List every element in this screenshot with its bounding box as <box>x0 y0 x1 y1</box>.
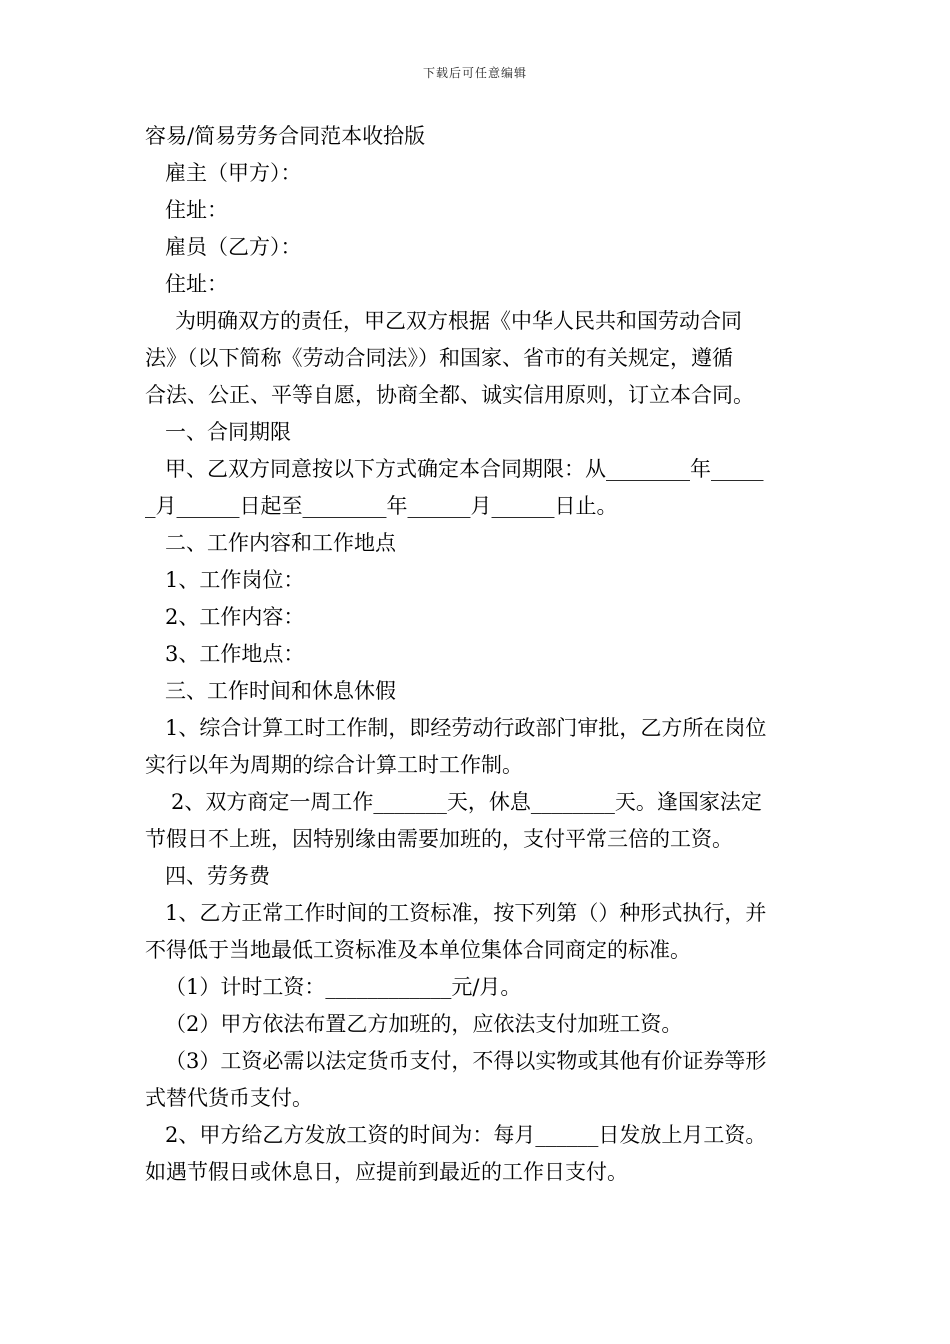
text-line: 2、双方商定一周工作_______天，休息________天。逢国家法定 <box>171 790 762 814</box>
text-line: 二、工作内容和工作地点 <box>165 531 396 555</box>
text-line: 甲、乙双方同意按以下方式确定本合同期限：从________年_____ <box>165 457 764 481</box>
document-body <box>145 118 810 1191</box>
text-line: 住址： <box>165 198 228 222</box>
text-line: 2、工作内容： <box>165 605 305 629</box>
text-line: 1、乙方正常工作时间的工资标准，按下列第（）种形式执行，并 <box>165 901 767 925</box>
text-line: （2）甲方依法布置乙方加班的，应依法支付加班工资。 <box>165 1012 683 1036</box>
text-line: 四、劳务费 <box>165 864 270 888</box>
text-line: 一、合同期限 <box>165 420 291 444</box>
text-line: 雇主（甲方）： <box>165 161 302 185</box>
text-line: 1、综合计算工时工作制，即经劳动行政部门审批，乙方所在岗位 <box>165 716 767 740</box>
page-header: 下载后可任意编辑 <box>422 66 527 80</box>
text-line: 2、甲方给乙方发放工资的时间为：每月______日发放上月工资。 <box>165 1123 767 1147</box>
text-line: （3）工资必需以法定货币支付，不得以实物或其他有价证券等形 <box>165 1049 767 1073</box>
text-line: 三、工作时间和休息休假 <box>165 679 396 703</box>
text-line: 雇员（乙方）： <box>165 235 302 259</box>
text-line: 节假日不上班，因特别缘由需要加班的，支付平常三倍的工资。 <box>145 827 733 851</box>
text-line: 不得低于当地最低工资标准及本单位集体合同商定的标准。 <box>145 938 691 962</box>
text-line: 3、工作地点： <box>165 642 305 666</box>
text-line: （1）计时工资：____________元/月。 <box>165 975 522 999</box>
document-title: 容易/简易劳务合同范本收拾版 <box>145 124 426 148</box>
text-line: 为明确双方的责任，甲乙双方根据《中华人民共和国劳动合同 <box>175 309 742 333</box>
text-line: 实行以年为周期的综合计算工时工作制。 <box>145 753 523 777</box>
text-line: _月______日起至________年______月______日止。 <box>145 494 618 518</box>
text-line: 法》（以下简称《劳动合同法》）和国家、省市的有关规定，遵循 <box>145 346 733 370</box>
text-line: 住址： <box>165 272 228 296</box>
text-line: 如遇节假日或休息日，应提前到最近的工作日支付。 <box>145 1160 628 1184</box>
text-line: 式替代货币支付。 <box>145 1086 313 1110</box>
text-line: 合法、公正、平等自愿，协商全都、诚实信用原则，订立本合同。 <box>145 383 754 407</box>
text-line: 1、工作岗位： <box>165 568 305 592</box>
